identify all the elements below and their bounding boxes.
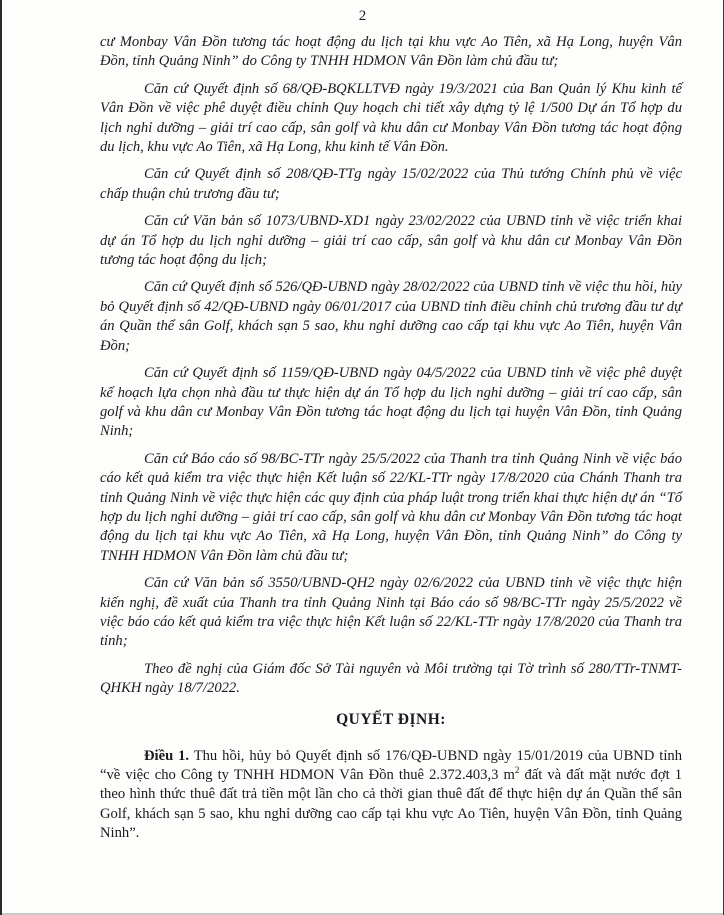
article-1 [100,747,682,844]
article-1-text-continued: đất và đất mặt nước đợt 1 theo hình thức thuê đất trả tiền một lần cho cả thời gian thuê đất để thực hiện dự án Quần thể sân Golf, khách sạn 5 sao, khu nghỉ dưỡng cao cấp tại khu vực Ao Tiên, huyện Vân Đồn, tỉnh Quảng Ninh”. [100,767,682,842]
page-number: 2 [358,8,367,24]
article-1-text: Thu hồi, hủy bỏ Quyết định số 176/QĐ-UBND ngày 15/01/2019 của UBND tỉnh “về việc cho Công ty TNHH HDMON Vân Đồn thuê 2.372.403,3 m [100,747,683,783]
decision-heading: QUYẾT ĐỊNH: [336,710,446,728]
area-unit-superscript: 2 [514,765,520,776]
preamble-paragraph: Căn cứ Quyết định số 1159/QĐ-UBND ngày 04/5/2022 của UBND tỉnh về việc phê duyệt kế hoạch lựa chọn nhà đầu tư thực hiện dự án Tổ hợp du lịch nghỉ dưỡng – giải trí cao cấp, sân golf và khu dân cư Monbay Vân Đồn tương tác hoạt động du lịch tại huyện Vân Đồn, tỉnh Quảng Ninh; [100,365,682,440]
preamble-paragraph: Căn cứ Văn bản số 3550/UBND-QH2 ngày 02/6/2022 của UBND tỉnh về việc thực hiện kiến nghị, đề xuất của Thanh tra tỉnh Quảng Ninh tại Báo cáo số 98/BC-TTr ngày 25/5/2022 về việc báo cáo kết quả kiểm tra việc thực hiện Kết luận số 22/KL-TTr ngày 17/8/2020 của Thanh tra tỉnh; [100,575,682,650]
preamble-paragraph: Căn cứ Quyết định số 526/QĐ-UBND ngày 28/02/2022 của UBND tỉnh về việc thu hồi, hủy bỏ Quyết định số 42/QĐ-UBND ngày 06/01/2017 của UBND tỉnh điều chỉnh chủ trương đầu tư dự án Quần thể sân Golf, khách sạn 5 sao, khu nghỉ dưỡng cao cấp tại khu vực Ao Tiên, huyện Vân Đồn; [100,279,682,354]
preamble-paragraph: cư Monbay Vân Đồn tương tác hoạt động du lịch tại khu vực Ao Tiên, xã Hạ Long, huyện Vân Đồn, tỉnh Quảng Ninh” do Công ty TNHH HDMON Vân Đồn làm chủ đầu tư; [100,34,682,70]
preamble-paragraph: Căn cứ Quyết định số 208/QĐ-TTg ngày 15/02/2022 của Thủ tướng Chính phủ về việc chấp thuận chủ trương đầu tư; [100,166,682,202]
preamble-paragraph: Theo đề nghị của Giám đốc Sở Tài nguyên và Môi trường tại Tờ trình số 280/TTr-TNMT-QHKH ngày 18/7/2022. [100,660,682,697]
preamble-paragraph: Căn cứ Văn bản số 1073/UBND-XD1 ngày 23/02/2022 của UBND tỉnh về việc triển khai dự án Tổ hợp du lịch nghỉ dưỡng – giải trí cao cấp, sân golf và khu dân cư Monbay Vân Đồn tương tác hoạt động du lịch; [100,213,682,269]
document-body [100,33,682,852]
article-1-label: Điều 1. [144,747,190,764]
preamble-paragraph: Căn cứ Quyết định số 68/QĐ-BQKLLTVĐ ngày 19/3/2021 của Ban Quản lý Khu kinh tế Vân Đồn về việc phê duyệt điều chỉnh Quy hoạch chi tiết xây dựng tỷ lệ 1/500 Dự án Tổ hợp du lịch nghỉ dưỡng – giải trí cao cấp, sân golf và khu dân cư Monbay Vân Đồn tương tác hoạt động du lịch, khu vực Ao Tiên, xã Hạ Long, khu kinh tế Vân Đồn. [100,80,682,156]
preamble-paragraph: Căn cứ Báo cáo số 98/BC-TTr ngày 25/5/2022 của Thanh tra tỉnh Quảng Ninh về việc báo cáo kết quả kiểm tra việc thực hiện Kết luận số 22/KL-TTr ngày 17/8/2020 của Chánh Thanh tra tỉnh Quảng Ninh về việc thực hiện các quy định của pháp luật trong triển khai thực hiện dự án “Tổ hợp du lịch nghỉ dưỡng – giải trí cao cấp, sân golf và khu dân cư Monbay Vân Đồn tương tác hoạt động du lịch tại khu vực Ao Tiên, xã Hạ Long, huyện Vân Đồn, tỉnh Quảng Ninh” do Công ty TNHH HDMON Vân Đồn làm chủ đầu tư; [100,450,682,564]
